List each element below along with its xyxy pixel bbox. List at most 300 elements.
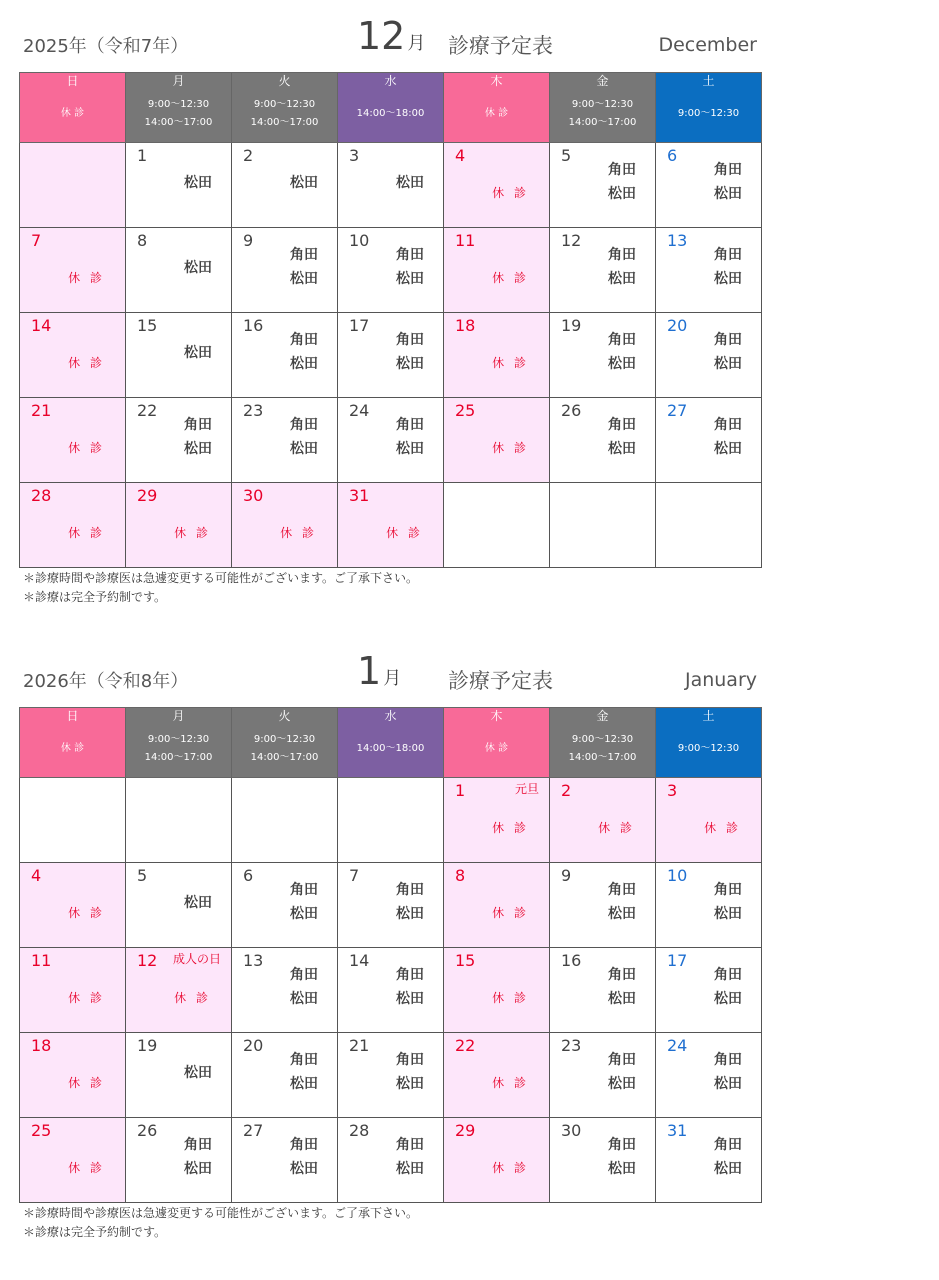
day-cell (20, 313, 126, 398)
doctor-list (714, 963, 742, 1011)
day-number: 14 (349, 951, 370, 970)
weekday-header (232, 73, 338, 143)
doctor-name: 松田 (184, 441, 212, 457)
doctor-name: 角田 (396, 332, 424, 348)
day-cell (338, 228, 444, 313)
day-number: 19 (137, 1036, 158, 1055)
doctor-name: 松田 (714, 271, 742, 287)
day-cell (126, 483, 232, 568)
day-number: 6 (667, 146, 678, 165)
doctor-name: 松田 (608, 1076, 636, 1092)
day-number: 5 (561, 146, 572, 165)
day-number: 3 (349, 146, 360, 165)
doctor-name: 角田 (608, 332, 636, 348)
day-number: 4 (455, 146, 466, 165)
doctor-name: 松田 (608, 441, 636, 457)
day-cell (20, 1118, 126, 1203)
day-number: 9 (243, 231, 254, 250)
day-cell (20, 228, 126, 313)
month-title (357, 649, 401, 693)
footnote: ＊診療時間や診療医は急遽変更する可能性がございます。ご了承下さい。 (23, 571, 419, 585)
weekday-hours: 9:00～12:30 14:00～17:00 (144, 99, 213, 128)
year-label: 2025年（令和7年） (23, 36, 189, 57)
doctor-name: 角田 (396, 967, 424, 983)
day-cell (232, 398, 338, 483)
day-number: 30 (561, 1121, 582, 1140)
weekday-hours: 休 診 (484, 743, 509, 754)
title-row (0, 635, 939, 707)
weekday-hours: 9:00～12:30 (677, 108, 740, 119)
closed-label: 休 診 (68, 1076, 105, 1090)
weekday-hours: 休 診 (484, 108, 509, 119)
doctor-name: 松田 (290, 906, 318, 922)
doctor-name: 角田 (290, 1052, 318, 1068)
day-number: 29 (455, 1121, 476, 1140)
doctor-list (184, 341, 212, 365)
doctor-list (290, 1048, 318, 1096)
weekday-header (550, 73, 656, 143)
day-cell (550, 313, 656, 398)
doctor-name: 角田 (396, 882, 424, 898)
day-number: 30 (243, 486, 264, 505)
doctor-name: 松田 (184, 260, 212, 276)
day-cell (550, 863, 656, 948)
day-cell (550, 1118, 656, 1203)
weekday-header (126, 708, 232, 778)
doctor-name: 松田 (608, 186, 636, 202)
doctor-list (290, 963, 318, 1011)
doctor-name: 角田 (714, 332, 742, 348)
day-cell (444, 483, 550, 568)
day-number: 28 (31, 486, 52, 505)
day-cell (550, 398, 656, 483)
doctor-name: 松田 (608, 906, 636, 922)
doctor-name: 角田 (290, 332, 318, 348)
doctor-list (290, 328, 318, 376)
month-title (357, 14, 425, 58)
week-row (20, 398, 762, 483)
doctor-name: 角田 (184, 417, 212, 433)
week-row (20, 483, 762, 568)
day-number: 14 (31, 316, 52, 335)
day-number: 10 (667, 866, 688, 885)
doctor-name: 松田 (396, 991, 424, 1007)
doctor-name: 角田 (396, 247, 424, 263)
weekday-hours: 休 診 (60, 108, 85, 119)
day-number: 3 (667, 781, 678, 800)
day-cell (444, 1118, 550, 1203)
day-number: 28 (349, 1121, 370, 1140)
day-number: 2 (561, 781, 572, 800)
day-cell (126, 863, 232, 948)
doctor-name: 松田 (608, 271, 636, 287)
closed-label: 休 診 (280, 526, 317, 540)
holiday-name: 成人の日 (172, 952, 221, 966)
day-number: 18 (31, 1036, 52, 1055)
day-cell (550, 228, 656, 313)
doctor-name: 松田 (290, 271, 318, 287)
day-cell (232, 1033, 338, 1118)
doctor-name: 松田 (396, 441, 424, 457)
day-cell (126, 1033, 232, 1118)
day-cell (444, 948, 550, 1033)
day-number: 6 (243, 866, 254, 885)
day-cell (550, 778, 656, 863)
weekday-header (444, 73, 550, 143)
weekday-header (20, 73, 126, 143)
week-row (20, 313, 762, 398)
day-cell (232, 778, 338, 863)
closed-label: 休 診 (492, 821, 529, 835)
doctor-list (396, 328, 424, 376)
week-row (20, 778, 762, 863)
footnotes (23, 569, 418, 607)
day-cell (20, 948, 126, 1033)
closed-label: 休 診 (68, 1161, 105, 1175)
doctor-name: 松田 (396, 1076, 424, 1092)
weekday-hours: 9:00～12:30 14:00～17:00 (250, 99, 319, 128)
weekday-header (550, 708, 656, 778)
weekday-header (444, 708, 550, 778)
day-number: 21 (349, 1036, 370, 1055)
day-number: 16 (561, 951, 582, 970)
doctor-list (608, 1133, 636, 1181)
day-number: 22 (137, 401, 158, 420)
doctor-name: 松田 (396, 175, 424, 191)
weekday-hours: 14:00～18:00 (356, 743, 425, 754)
day-number: 23 (243, 401, 264, 420)
doctor-list (608, 1048, 636, 1096)
week-row (20, 228, 762, 313)
day-cell (656, 778, 762, 863)
day-cell (550, 483, 656, 568)
week-row (20, 143, 762, 228)
doctor-name: 角田 (608, 162, 636, 178)
day-number: 15 (455, 951, 476, 970)
day-number: 27 (243, 1121, 264, 1140)
day-number: 8 (455, 866, 466, 885)
weekday-name: 土 (702, 74, 715, 88)
doctor-list (714, 243, 742, 291)
doctor-list (184, 171, 212, 195)
doctor-list (290, 413, 318, 461)
month-english: December (658, 34, 757, 56)
day-cell (126, 778, 232, 863)
day-cell (338, 398, 444, 483)
weekday-name: 水 (384, 709, 397, 723)
day-cell (444, 143, 550, 228)
weekday-header (656, 708, 762, 778)
day-number: 26 (561, 401, 582, 420)
weekday-name: 木 (490, 709, 503, 723)
day-number: 7 (31, 231, 42, 250)
day-number: 20 (243, 1036, 264, 1055)
doctor-list (714, 878, 742, 926)
calendar-table (19, 72, 762, 568)
day-number: 2 (243, 146, 254, 165)
doctor-list (396, 413, 424, 461)
doctor-list (184, 1133, 212, 1181)
week-row (20, 1118, 762, 1203)
day-cell (338, 143, 444, 228)
day-cell (338, 948, 444, 1033)
doctor-list (290, 243, 318, 291)
day-number: 4 (31, 866, 42, 885)
closed-label: 休 診 (492, 1161, 529, 1175)
doctor-name: 松田 (290, 441, 318, 457)
doctor-name: 松田 (608, 991, 636, 1007)
day-number: 29 (137, 486, 158, 505)
doctor-name: 松田 (290, 356, 318, 372)
day-cell (126, 313, 232, 398)
holiday-name: 元旦 (514, 782, 539, 796)
weekday-header (126, 73, 232, 143)
weekday-name: 月 (172, 74, 185, 88)
doctor-name: 松田 (714, 1076, 742, 1092)
doctor-list (396, 243, 424, 291)
doctor-name: 角田 (290, 882, 318, 898)
day-number: 24 (667, 1036, 688, 1055)
weekday-header (232, 708, 338, 778)
day-number: 17 (349, 316, 370, 335)
day-cell (126, 398, 232, 483)
doctor-name: 松田 (608, 356, 636, 372)
closed-label: 休 診 (68, 526, 105, 540)
doctor-name: 松田 (184, 895, 212, 911)
closed-label: 休 診 (492, 441, 529, 455)
weekday-name: 木 (490, 74, 503, 88)
day-cell (338, 1033, 444, 1118)
doctor-list (396, 171, 424, 195)
week-row (20, 1033, 762, 1118)
doctor-name: 松田 (184, 1161, 212, 1177)
closed-label: 休 診 (704, 821, 741, 835)
day-cell (550, 143, 656, 228)
footnote: ＊診療は完全予約制です。 (23, 590, 167, 604)
day-number: 9 (561, 866, 572, 885)
doctor-list (714, 1048, 742, 1096)
doctor-name: 松田 (184, 175, 212, 191)
day-cell (20, 143, 126, 228)
doctor-name: 松田 (396, 356, 424, 372)
day-cell (232, 143, 338, 228)
schedule-heading: 診療予定表 (448, 669, 553, 693)
month-calendar (0, 635, 939, 1239)
day-cell (656, 1033, 762, 1118)
doctor-list (608, 413, 636, 461)
day-cell (20, 863, 126, 948)
day-number: 13 (243, 951, 264, 970)
doctor-list (184, 891, 212, 915)
day-cell (656, 143, 762, 228)
day-cell (232, 228, 338, 313)
day-cell (126, 1118, 232, 1203)
week-row (20, 863, 762, 948)
doctor-name: 角田 (714, 247, 742, 263)
day-cell (126, 948, 232, 1033)
day-cell (444, 778, 550, 863)
day-number: 1 (137, 146, 148, 165)
doctor-list (396, 878, 424, 926)
doctor-name: 松田 (714, 991, 742, 1007)
day-number: 16 (243, 316, 264, 335)
day-number: 13 (667, 231, 688, 250)
day-cell (656, 863, 762, 948)
closed-label: 休 診 (598, 821, 635, 835)
closed-label: 休 診 (68, 441, 105, 455)
closed-label: 休 診 (492, 991, 529, 1005)
doctor-list (184, 256, 212, 280)
day-cell (20, 778, 126, 863)
weekday-name: 土 (702, 709, 715, 723)
doctor-list (608, 243, 636, 291)
day-number: 31 (349, 486, 370, 505)
doctor-list (608, 963, 636, 1011)
day-number: 15 (137, 316, 158, 335)
doctor-list (184, 1061, 212, 1085)
day-cell (656, 228, 762, 313)
doctor-name: 角田 (714, 162, 742, 178)
weekday-name: 金 (596, 74, 609, 88)
month-english: January (684, 669, 757, 691)
year-label: 2026年（令和8年） (23, 671, 189, 692)
day-number: 23 (561, 1036, 582, 1055)
doctor-name: 角田 (290, 1137, 318, 1153)
day-number: 12 (137, 951, 158, 970)
doctor-list (290, 878, 318, 926)
day-number: 17 (667, 951, 688, 970)
doctor-name: 松田 (714, 356, 742, 372)
weekday-hours: 9:00～12:30 14:00～17:00 (568, 734, 637, 763)
closed-label: 休 診 (492, 186, 529, 200)
closed-label: 休 診 (68, 356, 105, 370)
weekday-hours: 休 診 (60, 743, 85, 754)
day-number: 22 (455, 1036, 476, 1055)
day-cell (232, 1118, 338, 1203)
doctor-name: 角田 (714, 967, 742, 983)
closed-label: 休 診 (68, 991, 105, 1005)
doctor-name: 松田 (290, 1161, 318, 1177)
doctor-list (608, 158, 636, 206)
doctor-list (396, 1133, 424, 1181)
day-cell (20, 398, 126, 483)
day-number: 10 (349, 231, 370, 250)
day-cell (656, 313, 762, 398)
day-cell (444, 398, 550, 483)
doctor-name: 角田 (290, 247, 318, 263)
day-cell (338, 313, 444, 398)
weekday-header (656, 73, 762, 143)
doctor-name: 松田 (184, 345, 212, 361)
doctor-name: 松田 (290, 991, 318, 1007)
title-row (0, 0, 939, 72)
doctor-list (608, 328, 636, 376)
closed-label: 休 診 (492, 356, 529, 370)
doctor-name: 松田 (290, 175, 318, 191)
day-number: 24 (349, 401, 370, 420)
day-cell (444, 313, 550, 398)
doctor-name: 角田 (290, 417, 318, 433)
weekday-header (338, 708, 444, 778)
day-number: 11 (31, 951, 52, 970)
doctor-name: 角田 (608, 967, 636, 983)
weekday-hours: 9:00～12:30 14:00～17:00 (144, 734, 213, 763)
doctor-name: 松田 (714, 1161, 742, 1177)
weekday-name: 火 (278, 709, 291, 723)
footnote: ＊診療は完全予約制です。 (23, 1225, 167, 1239)
doctor-name: 角田 (396, 1137, 424, 1153)
calendar-table (19, 707, 762, 1203)
day-cell (444, 1033, 550, 1118)
day-cell (232, 313, 338, 398)
day-cell (20, 483, 126, 568)
day-cell (656, 398, 762, 483)
footnotes (23, 1204, 418, 1242)
closed-label: 休 診 (492, 1076, 529, 1090)
doctor-name: 角田 (608, 882, 636, 898)
day-cell (444, 228, 550, 313)
doctor-list (290, 171, 318, 195)
closed-label: 休 診 (174, 991, 211, 1005)
weekday-hours: 9:00～12:30 14:00～17:00 (568, 99, 637, 128)
day-number: 20 (667, 316, 688, 335)
day-number: 8 (137, 231, 148, 250)
footnote: ＊診療時間や診療医は急遽変更する可能性がございます。ご了承下さい。 (23, 1206, 419, 1220)
doctor-list (714, 1133, 742, 1181)
closed-label: 休 診 (492, 271, 529, 285)
doctor-name: 松田 (714, 441, 742, 457)
weekday-name: 月 (172, 709, 185, 723)
doctor-name: 松田 (184, 1065, 212, 1081)
doctor-list (714, 158, 742, 206)
weekday-name: 日 (66, 709, 79, 723)
doctor-list (290, 1133, 318, 1181)
doctor-name: 角田 (608, 247, 636, 263)
week-row (20, 948, 762, 1033)
doctor-name: 角田 (714, 882, 742, 898)
day-cell (338, 863, 444, 948)
doctor-list (714, 328, 742, 376)
weekday-name: 火 (278, 74, 291, 88)
day-number: 26 (137, 1121, 158, 1140)
day-number: 11 (455, 231, 476, 250)
doctor-name: 角田 (396, 1052, 424, 1068)
day-cell (444, 863, 550, 948)
weekday-name: 水 (384, 74, 397, 88)
weekday-header (20, 708, 126, 778)
month-calendar (0, 0, 939, 604)
doctor-list (184, 413, 212, 461)
doctor-name: 松田 (608, 1161, 636, 1177)
doctor-name: 松田 (714, 186, 742, 202)
closed-label: 休 診 (174, 526, 211, 540)
weekday-hours: 9:00～12:30 14:00～17:00 (250, 734, 319, 763)
doctor-list (396, 963, 424, 1011)
doctor-name: 角田 (608, 417, 636, 433)
weekday-name: 金 (596, 709, 609, 723)
day-cell (656, 948, 762, 1033)
day-cell (550, 1033, 656, 1118)
day-cell (232, 863, 338, 948)
doctor-list (608, 878, 636, 926)
doctor-list (396, 1048, 424, 1096)
doctor-name: 角田 (184, 1137, 212, 1153)
doctor-name: 角田 (714, 1052, 742, 1068)
weekday-header-row (20, 708, 762, 778)
doctor-name: 角田 (290, 967, 318, 983)
day-number: 25 (455, 401, 476, 420)
doctor-name: 松田 (396, 1161, 424, 1177)
